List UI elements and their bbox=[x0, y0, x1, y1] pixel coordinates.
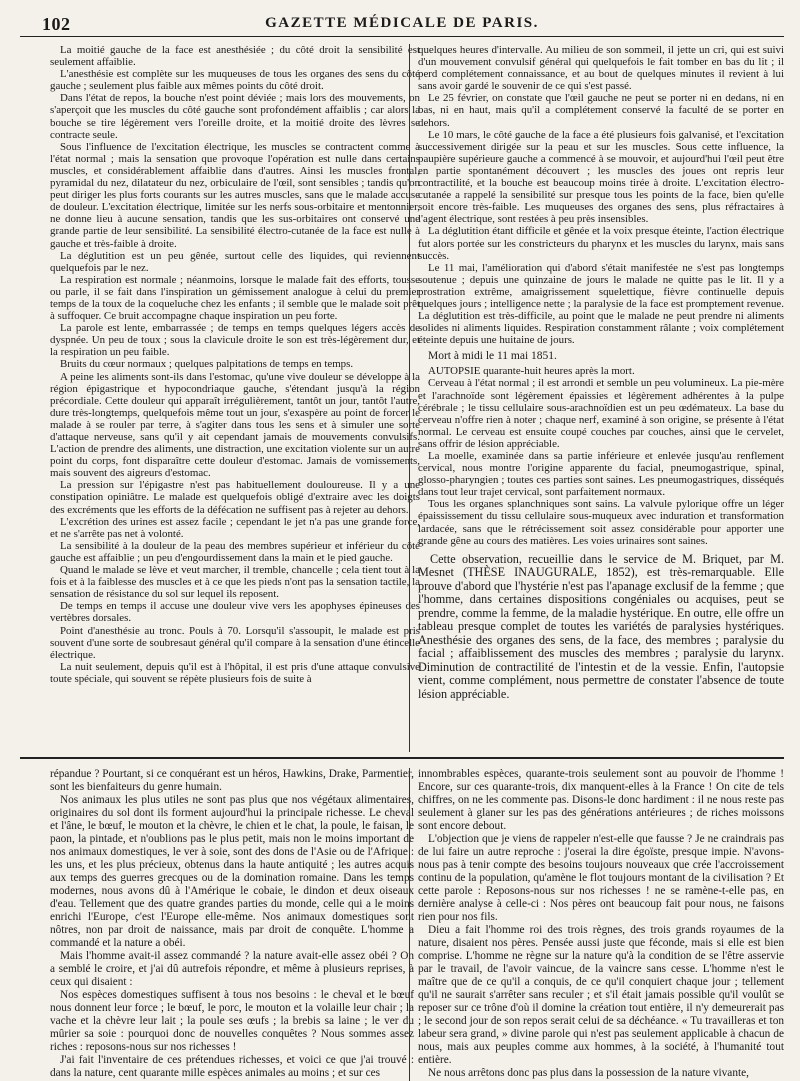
paragraph: L'anesthésie est complète sur les muqueuses de tous les organes des sens du côté gauche ; seulement plus faible aux mêmes points du côté droit. bbox=[50, 68, 420, 93]
lower-left-column bbox=[50, 768, 414, 1081]
observation-commentary: Cette observation, recueillie dans le service de M. Briquet, par M. Mesnet (THÈSE INAUGURALE, 1852), est très-remarquable. Elle prouve d'abord que l'hystérie n'est pas l'apanage exclusif de la femme ; que l'homme, dans certaines dispositions congéniales ou acquises, peut se prendre, comme la femme, de la maladie hystérique. En outre, elle offre un tableau presque complet de toutes les variétés de paralysies hystériques. Anesthésie des organes des sens, de la face, des membres ; paralysie du facial ; affaiblissement des muscles des membres ; paralysie du larynx. Diminution de contractilité de l'intestin et de la vessie. Enfin, l'autopsie vient, comme complément, nous permettre de constater l'absence de toute lésion appréciable. bbox=[418, 551, 784, 701]
page-header bbox=[20, 6, 784, 37]
paragraph: Ne nous arrêtons donc pas plus dans la possession de la nature vivante, bbox=[428, 1067, 749, 1079]
paragraph: innombrables espèces, quarante-trois seulement sont au pouvoir de l'homme ! Encore, sur ces quarante-trois, dix manquent-elles à la France ! On cite de tels chiffres, on ne les commente pas. Disons-le donc hardiment : il ne nous reste pas seulement à glaner sur les pas des générations antérieures ; de riches moissons sont encore debout. bbox=[418, 768, 784, 832]
lower-section bbox=[20, 768, 784, 1081]
paragraph: Point d'anesthésie au tronc. Pouls à 70. Lorsqu'il s'assoupit, le malade est pris souvent d'une sorte de soubresaut général qu'il compare à la sensation d'une étincelle électrique. bbox=[50, 624, 420, 661]
paragraph: Cerveau à l'état normal ; il est arrondi et semble un peu volumineux. La pie-mère et l'arachnoïde sont légèrement épaissies et légèrement adhérentes à la pulpe cérébrale ; le tissu cellulaire sous-arachnoïdien est un peu œdémateux. La base du cerveau n'offre rien à noter ; chaque nerf, examiné à son origine, se présente à l'état normal. Le cerveau est ensuite coupé couches par couches, ainsi que le cervelet, sans offrir de lésion appréciable. bbox=[418, 377, 784, 450]
paragraph: Bruits du cœur normaux ; quelques palpitations de temps en temps. bbox=[60, 358, 354, 371]
paragraph: L'excrétion des urines est assez facile ; cependant le jet n'a pas une grande force, et ne s'arrête pas net à volonté. bbox=[50, 515, 420, 540]
paragraph: quelques heures d'intervalle. Au milieu de son sommeil, il jette un cri, qui est suivi d'un mouvement convulsif général qui quelquefois le fait tomber en bas du lit ; il perd complétement connaissance, et au bout de quelques minutes il revient à lui sans avoir gardé le souvenir de ce qui s'est passé. bbox=[418, 44, 784, 93]
page-number: 102 bbox=[42, 14, 71, 34]
paragraph: Nos espèces domestiques suffisent à tous nos besoins : le cheval et le bœuf nous donnent leur force ; le bœuf, le porc, le mouton et la volaille leur chair ; la vache et la chèvre leur lait ; la poule ses œufs ; la brebis sa laine ; le ver du mûrier sa soie : pourquoi donc de nouvelles conquêtes ? Nous sommes assez riches : reposons-nous sur nos richesses ! bbox=[50, 989, 414, 1053]
paragraph: La pression sur l'épigastre n'est pas habituellement douloureuse. Il y a une constipation opiniâtre. Le malade est quelquefois obligé d'extraire avec les doigts des excréments que les efforts de la défécation ne suffisent pas à rejeter au dehors. bbox=[50, 479, 420, 516]
paragraph: Tous les organes splanchniques sont sains. La valvule pylorique offre un léger épaississement du tissu cellulaire sous-muqueux avec induration et transformation lardacée, sans que le rétrécissement soit assez considérable pour apporter une grande gêne au cours des matières. Les voies urinaires sont saines. bbox=[418, 498, 784, 547]
paragraph: Mais l'homme avait-il assez commandé ? la nature avait-elle assez obéi ? On a semblé le croire, et j'ai dû autrefois répondre, et même à plusieurs reprises, à ceux qui disaient : bbox=[50, 950, 414, 988]
paragraph: Nos animaux les plus utiles ne sont pas plus que nos végétaux alimentaires, originaires du sol dont ils forment aujourd'hui la principale richesse. Le cheval et l'âne, le bœuf, le mouton et la chèvre, le chien et le chat, la poule, le faisan, le paon, la pintade, et n'oublions pas le plus petit, mais non le moins important de nos animaux domestiques, le ver à soie, sont des dons de l'Asie ou de l'Afrique : les uns, et les plus précieux, obtenus dans la haute antiquité ; les autres acquis aux temps des guerres grecques ou de la domination romaine. Dans les temps modernes, nous avons dû à l'Amérique le cobaie, le dindon et deux oiseaux d'eau. Tellement que des quatre grandes parties du monde, celle qui a le moins enrichi l'Europe, c'est l'Europe elle-même. Nos animaux domestiques sont nôtres, non par droit de naissance, mais par droit de conquête. L'homme a commandé et la nature a obéi. bbox=[50, 794, 414, 949]
upper-right-column bbox=[418, 44, 784, 752]
paragraph: La sensibilité à la douleur de la peau des membres supérieur et inférieur du côté gauche est affaiblie ; un peu d'engourdissement dans la main et le pied gauche. bbox=[50, 539, 420, 564]
paragraph: La déglutition est un peu gênée, surtout celle des liquides, qui reviennent quelquefois par le nez. bbox=[50, 249, 420, 274]
section-divider bbox=[20, 757, 784, 759]
paragraph: La parole est lente, embarrassée ; de temps en temps quelques légers accès de dyspnée. Un peu de toux ; sous la clavicule droite le son est très-légèrement dur, et la respiration un peu faible. bbox=[50, 322, 420, 359]
paragraph: La moelle, examinée dans sa partie inférieure et enlevée jusqu'au renflement cervical, nous montre l'origine apparente du facial, pneumogastrique, spinal, glosso-pharyngien ; toutes ces parties sont saines. Les pneumogastriques, disséqués dans tout leur trajet cervical, sont parfaitement normaux. bbox=[418, 450, 784, 499]
paragraph: répandue ? Pourtant, si ce conquérant est un héros, Hawkins, Drake, Parmentier, sont les bienfaiteurs du genre humain. bbox=[50, 768, 414, 793]
autopsy-heading: AUTOPSIE quarante-huit heures après la mort. bbox=[428, 365, 635, 378]
paragraph: Quand le malade se lève et veut marcher, il tremble, chancelle ; cela tient tout à la fois et à la faiblesse des muscles et à ce que les pieds n'ont pas la sensation tactile, la sensation de résistance du sol sur lequel ils reposent. bbox=[50, 564, 420, 601]
paragraph: La moitié gauche de la face est anesthésiée ; du côté droit la sensibilité est seulement affaiblie. bbox=[50, 44, 420, 69]
lower-right-column bbox=[418, 768, 784, 1081]
paragraph: Le 11 mai, l'amélioration qui d'abord s'était manifestée ne s'est pas longtemps soutenue ; depuis une quinzaine de jours le malade ne quitte pas le lit. Il y a prostration extrême, amaigrissement squelettique, fièvre continuelle depuis quelques jours ; intelligence nette ; la paralysie de la face est promptement revenue. La déglutition est très-difficile, au point que le malade ne peut prendre ni aliments solides ni aliments liquides. Respiration constamment râlante ; voix complétement éteinte depuis une huitaine de jours. bbox=[418, 261, 784, 347]
paragraph: La respiration est normale ; néanmoins, lorsque le malade fait des efforts, tousse ou parle, il se fait dans l'inspiration un gémissement analogue à celui du premier temps de la toux de la coqueluche chez les enfants ; il semble que le malade soit prêt à suffoquer. Ce bruit accompagne chaque inspiration un peu forte. bbox=[50, 273, 420, 323]
paragraph: J'ai fait l'inventaire de ces prétendues richesses, et voici ce que j'ai trouvé : dans la nature, cent quarante mille espèces animales au moins ; et sur ces bbox=[50, 1054, 414, 1079]
paragraph: Le 25 février, on constate que l'œil gauche ne peut se porter ni en dedans, ni en bas, ni en haut, mais qu'il a complétement conservé la faculté de se porter en dehors. bbox=[418, 92, 784, 129]
paragraph: Dans l'état de repos, la bouche n'est point déviée ; mais lors des mouvements, on s'aperçoit que les muscles du côté gauche sont profondément affaiblis ; car alors la bouche se tire légèrement vers l'oreille droite, et la moitié droite des lèvres se contracte seule. bbox=[50, 92, 420, 141]
paragraph: Dieu a fait l'homme roi des trois règnes, des trois grands royaumes de la nature, disaient nos pères. Pensée aussi juste que féconde, mais si elle est bien comprise. L'homme ne règne sur la nature qu'à la condition de se l'être asservie par le travail, de l'avoir vaincue, de la vaincre sans cesse. L'homme n'est le maître que de ce qu'il a conquis, de ce qu'il conquiert chaque jour ; tellement qu'il ne saurait s'arrêter sans reculer ; et s'il était jamais possible qu'il voulût se reposer sur ce trône d'où il domine la création tout entière, il n'y demeurerait pas ; le second jour de son repos serait celui de sa déchéance. « Tu travailleras et ton labeur sera grand, » divine parole qui n'est pas seulement applicable à chacun de nous, mais aux peuples comme aux hommes, à la société, à l'humanité tout entière. bbox=[418, 924, 784, 1066]
paragraph: A peine les aliments sont-ils dans l'estomac, qu'une vive douleur se développe à la région épigastrique et hypocondriaque gauche, s'étendant jusqu'à la région précordiale. Cette douleur qui apparaît irrégulièrement, tantôt un jour, tantôt l'autre, dure très-longtemps, quelquefois même tout un jour, s'exaspère au point de forcer le malade à se rouler par terre, à s'agiter dans tous les sens et à simuler une sorte d'attaque nerveuse, sans qu'il y ait cependant jamais de mouvements convulsifs. L'action de prendre des aliments, une distraction, une excitation violente sur un autre point du corps, font disparaître cette douleur d'estomac. Jamais de vomissements, mais souvent des aigreurs d'estomac. bbox=[50, 370, 420, 480]
paragraph: L'objection que je viens de rappeler n'est-elle que fausse ? Je ne craindrais pas de lui faire un autre reproche : j'oserai la dire égoïste, presque impie. N'avons-nous pas à tenir compte des besoins toujours nouveaux que crée l'accroissement continu de la population, qu'amène le flot toujours montant de la civilisation ? Et cette parole : Reposons-nous sur nos richesses ! ne se ramène-t-elle pas, en dernière analyse à celle-ci : Nos pères ont beaucoup fait pour nous, ne faisons rien pour nos fils. bbox=[418, 833, 784, 923]
column-divider bbox=[409, 768, 410, 1081]
journal-title: GAZETTE MÉDICALE DE PARIS. bbox=[265, 15, 539, 31]
upper-left-column bbox=[50, 44, 420, 752]
death-dateline: Mort à midi le 11 mai 1851. bbox=[428, 350, 557, 363]
upper-section bbox=[20, 44, 784, 752]
paragraph: Sous l'influence de l'excitation électrique, les muscles se contractent comme à l'état normal ; mais la sensation que provoque l'opération est nulle dans certains muscles, et considérablement affaiblie dans d'autres. Ainsi les muscles frontal, pyramidal du nez, dilatateur du nez, orbiculaire de l'œil, sont sensibles ; tandis qu'on peut diriger les plus forts courants sur les autres muscles, sans que le malade accuse de douleur. L'excitation électrique, limitée sur les nerfs sous-orbitaire et mentonnier, ne donne lieu à aucune sensation, tandis que les sus-orbitaires ont conservé une grande partie de leur sensibilité. La sensibilité électro-cutanée de la face est nulle à gauche et très-faible à droite. bbox=[50, 140, 420, 250]
column-divider bbox=[409, 44, 410, 752]
paragraph: Le 10 mars, le côté gauche de la face a été plusieurs fois galvanisé, et l'excitation successivement dirigée sur la peau et sur les muscles. Sous cette influence, la paupière supérieure gauche a commencé à se mouvoir, et aujourd'hui l'œil peut être en partie spontanément découvert ; les muscles des joues ont repris leur contractilité, et la bouche est beaucoup moins tirée à droite. L'excitation électro-cutanée a rappelé la sensibilité sur presque tous les points de la face, bien qu'elle soit encore très-faible. Les muqueuses des organes des sens, plus réfractaires à l'agent électrique, sont restées à peu près insensibles. bbox=[418, 128, 784, 226]
paragraph: La nuit seulement, depuis qu'il est à l'hôpital, il est pris d'une attaque convulsive toute spéciale, qui souvent se répète plusieurs fois de suite à bbox=[50, 660, 420, 685]
paragraph: De temps en temps il accuse une douleur vive vers les apophyses épineuses des vertèbres dorsales. bbox=[50, 600, 420, 625]
paragraph: La déglutition étant difficile et gênée et la voix presque éteinte, l'action électrique fut alors portée sur les constricteurs du pharynx et les muscles du larynx, mais sans succès. bbox=[418, 225, 784, 262]
